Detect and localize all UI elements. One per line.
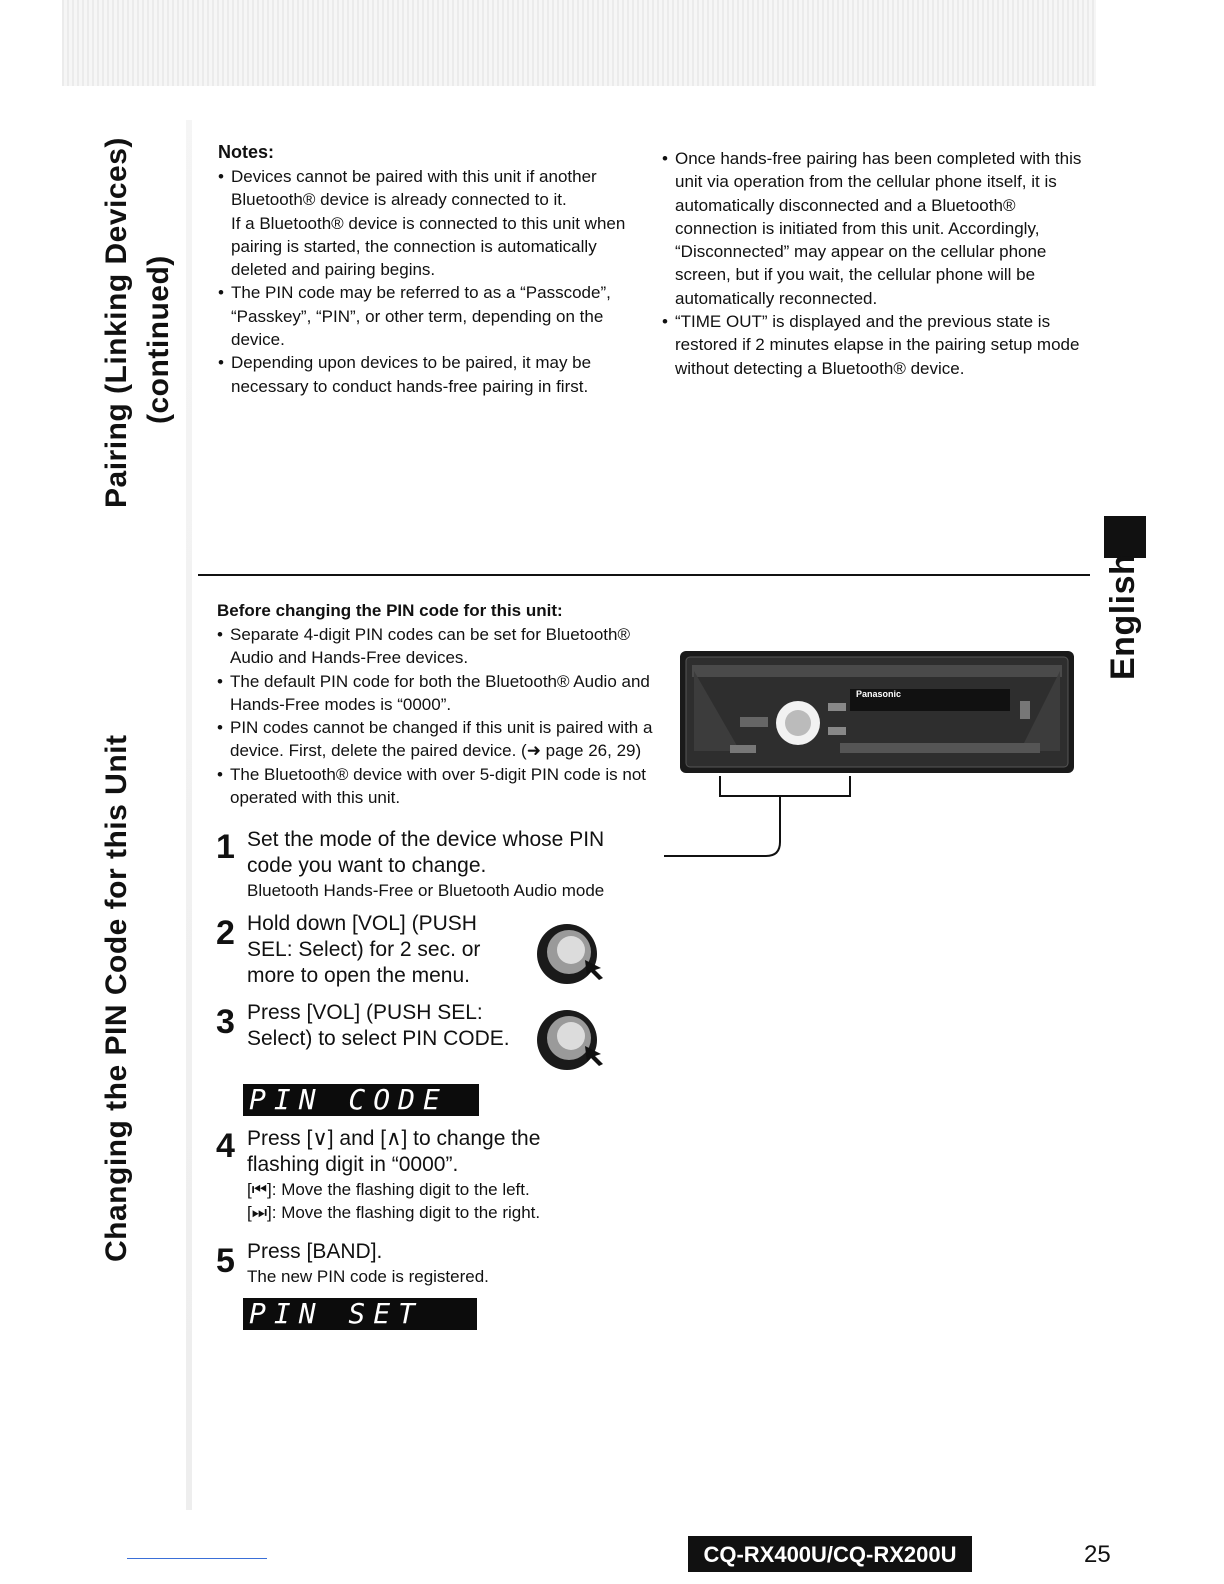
note-item-continuation: If a Bluetooth® device is connected to this unit when pairing is started, the connection is automatically deleted and pairing begins. xyxy=(231,213,626,280)
step-subtext: The new PIN code is registered. xyxy=(247,1267,489,1286)
lcd-display-pin-set: PIN SET xyxy=(243,1298,477,1330)
car-stereo-image xyxy=(680,651,1074,773)
step-3 xyxy=(247,1000,537,1052)
footer-rule xyxy=(127,1558,267,1559)
model-badge: CQ-RX400U/CQ-RX200U xyxy=(688,1536,972,1572)
before-item: • Separate 4-digit PIN codes can be set for Bluetooth® Audio and Hands-Free devices. xyxy=(217,623,657,670)
step-text: Press [∨] and [∧] to change the xyxy=(247,1127,541,1150)
step-subtext: [⏭]: Move the flashing digit to the right. xyxy=(247,1203,541,1222)
before-item: • The Bluetooth® device with over 5-digit PIN code is not operated with this unit. xyxy=(217,763,657,810)
note-item: • Devices cannot be paired with this unit if another Bluetooth® device is already connected to it. xyxy=(218,165,638,212)
step-5 xyxy=(247,1239,667,1288)
step-subtext: Bluetooth Hands-Free or Bluetooth Audio mode xyxy=(247,881,605,900)
note-item: • “TIME OUT” is displayed and the previous state is restored if 2 minutes elapse in the pairing setup mode without detecting a Bluetooth® device. xyxy=(662,310,1092,380)
notes-right-block xyxy=(662,147,1092,380)
step-text: Press [VOL] (PUSH SEL: xyxy=(247,1001,483,1024)
step-text: Set the mode of the device whose PIN xyxy=(247,828,605,851)
step-text: Hold down [VOL] (PUSH xyxy=(247,912,477,935)
before-item: • The default PIN code for both the Bluetooth® Audio and Hands-Free modes is “0000”. xyxy=(217,670,657,717)
step-text: code you want to change. xyxy=(247,854,487,877)
header-band xyxy=(62,0,1096,86)
step-text: Press [BAND]. xyxy=(247,1240,383,1263)
margin-strip xyxy=(186,120,192,1510)
section-title-pin: Changing the PIN Code for this Unit xyxy=(100,734,133,1262)
before-item: • PIN codes cannot be changed if this unit is paired with a device. First, delete the paired device. (➜ page 26, 29) xyxy=(217,716,657,763)
step-text: Select) to select PIN CODE. xyxy=(247,1027,510,1050)
before-block xyxy=(217,599,657,809)
callout-lines xyxy=(660,772,860,860)
language-tab-label: English xyxy=(1104,553,1142,680)
step-number: 3 xyxy=(216,1003,235,1041)
device-illustration xyxy=(680,651,1074,773)
step-2 xyxy=(247,911,537,989)
device-brand: Panasonic xyxy=(856,689,902,699)
section-title-pairing: Pairing (Linking Devices) xyxy=(100,137,133,508)
notes-block xyxy=(218,140,638,398)
step-subtext: [⏮]: Move the flashing digit to the left. xyxy=(247,1180,530,1199)
language-tab-marker xyxy=(1104,516,1146,558)
step-number: 4 xyxy=(216,1127,235,1165)
note-item: • Once hands-free pairing has been completed with this unit via operation from the cellular phone itself, it is automatically disconnected and a Bluetooth® connection is initiated from this unit. Accordingly, “Disconnected” may appear on the cellular phone screen, but if you wait, the cellular phone will be automatically reconnected. xyxy=(662,147,1092,310)
lcd-display-pin-code: PIN CODE xyxy=(243,1084,479,1116)
section-title-pairing-continued: (continued) xyxy=(142,255,175,424)
step-number: 5 xyxy=(216,1242,235,1280)
page-number: 25 xyxy=(1084,1541,1111,1568)
volume-knob-icon xyxy=(535,1002,607,1074)
section-divider xyxy=(198,574,1090,576)
volume-knob-icon xyxy=(535,916,607,988)
before-heading: Before changing the PIN code for this unit: xyxy=(217,601,563,620)
step-number: 1 xyxy=(216,828,235,866)
note-item: • The PIN code may be referred to as a “Passcode”, “Passkey”, “PIN”, or other term, depending on the device. xyxy=(218,281,638,351)
step-text: more to open the menu. xyxy=(247,964,470,987)
step-text: flashing digit in “0000”. xyxy=(247,1153,459,1176)
step-text: SEL: Select) for 2 sec. or xyxy=(247,938,481,961)
step-1 xyxy=(247,827,667,902)
step-4 xyxy=(247,1126,667,1224)
note-item: • Depending upon devices to be paired, it may be necessary to conduct hands-free pairing in first. xyxy=(218,351,638,398)
notes-heading: Notes: xyxy=(218,142,275,162)
step-number: 2 xyxy=(216,914,235,952)
